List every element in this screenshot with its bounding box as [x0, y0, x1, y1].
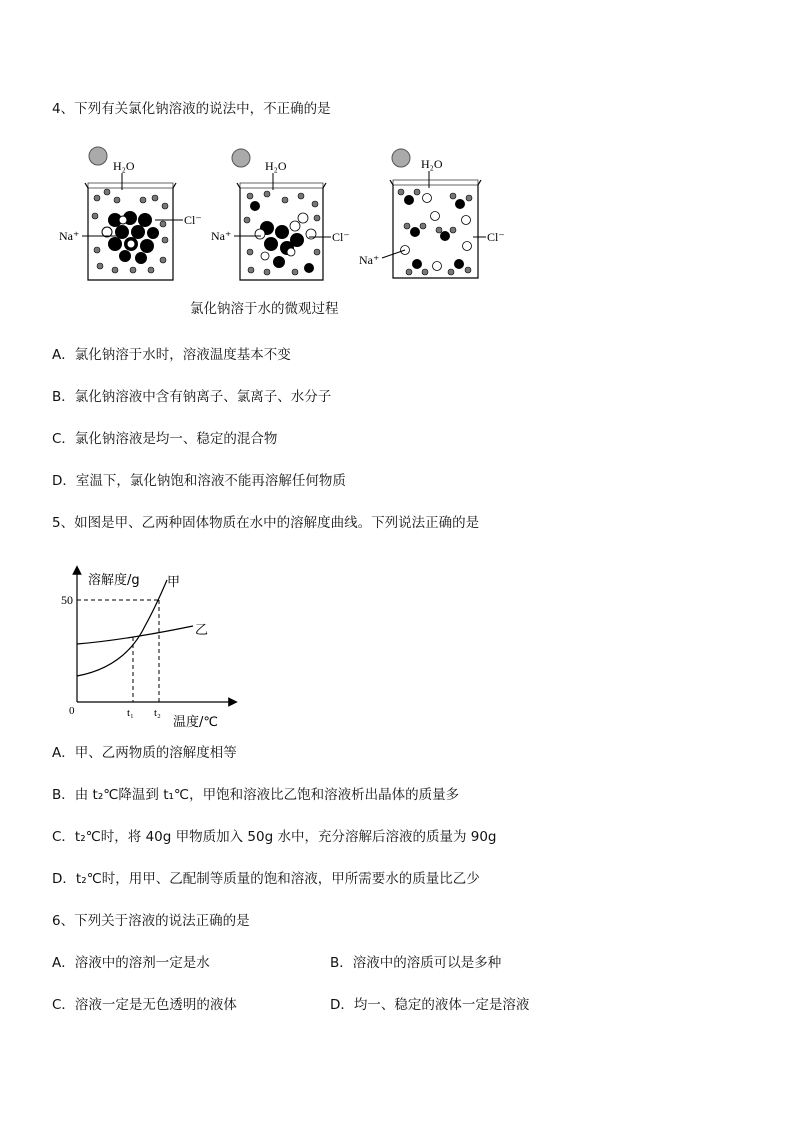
figure-caption: 氯化钠溶于水的微观过程 [190, 301, 339, 317]
q6-option-c: C．溶液一定是无色透明的液体 [52, 997, 237, 1013]
q5-option-a: A．甲、乙两物质的溶解度相等 [52, 745, 237, 761]
q6-option-b: B．溶液中的溶质可以是多种 [330, 955, 502, 971]
q5-option-d: D．t₂℃时，用甲、乙配制等质量的饱和溶液，甲所需要水的质量比乙少 [52, 871, 480, 887]
water-label-1: H₂O [113, 159, 135, 173]
q4-option-b: B．氯化钠溶液中含有钠离子、氯离子、水分子 [52, 389, 332, 405]
q5-option-c: C．t₂℃时，将 40g 甲物质加入 50g 水中，充分溶解后溶液的质量为 90g [52, 829, 497, 845]
cl-label-3: Cl⁻ [487, 230, 505, 244]
hydrated-ions [398, 189, 472, 275]
q4-option-d: D．室温下，氯化钠饱和溶液不能再溶解任何物质 [52, 473, 346, 489]
nacl-crystal [102, 211, 159, 264]
cl-label-1: Cl⁻ [184, 213, 202, 227]
beaker-2 [211, 149, 350, 280]
q6-option-a: A．溶液中的溶剂一定是水 [52, 955, 210, 971]
q4-option-c: C．氯化钠溶液是均一、稳定的混合物 [52, 431, 278, 447]
t1-label: t₁ [127, 707, 134, 719]
water-label-3: H₂O [421, 157, 443, 171]
na-label-1: Na⁺ [59, 229, 80, 243]
na-label-2: Na⁺ [211, 229, 232, 243]
q5-stem: 5、如图是甲、乙两种固体物质在水中的溶解度曲线。下列说法正确的是 [52, 515, 480, 531]
nacl-dissolution-figure [55, 140, 525, 290]
y-tick-50: 50 [61, 593, 73, 607]
curve-jia-label: 甲 [167, 575, 181, 590]
origin-label: 0 [69, 705, 75, 717]
q4-stem: 4、下列有关氯化钠溶液的说法中，不正确的是 [52, 101, 331, 117]
q5-option-b: B．由 t₂℃降温到 t₁℃，甲饱和溶液比乙饱和溶液析出晶体的质量多 [52, 787, 460, 803]
t2-label: t₂ [154, 707, 161, 719]
water-label-2: H₂O [265, 159, 287, 173]
cl-label-2: Cl⁻ [332, 230, 350, 244]
x-axis-label: 温度/℃ [173, 715, 218, 730]
na-label-3: Na⁺ [359, 253, 380, 267]
q6-option-d: D．均一、稳定的液体一定是溶液 [330, 997, 530, 1013]
beaker-1 [59, 147, 202, 280]
beaker-3 [359, 149, 505, 278]
y-axis-label: 溶解度/g [88, 573, 140, 588]
curve-jia [77, 580, 167, 676]
q4-option-a: A．氯化钠溶于水时，溶液温度基本不变 [52, 347, 291, 363]
q6-stem: 6、下列关于溶液的说法正确的是 [52, 913, 250, 929]
curve-yi-label: 乙 [195, 623, 209, 638]
solubility-graph [55, 562, 255, 732]
